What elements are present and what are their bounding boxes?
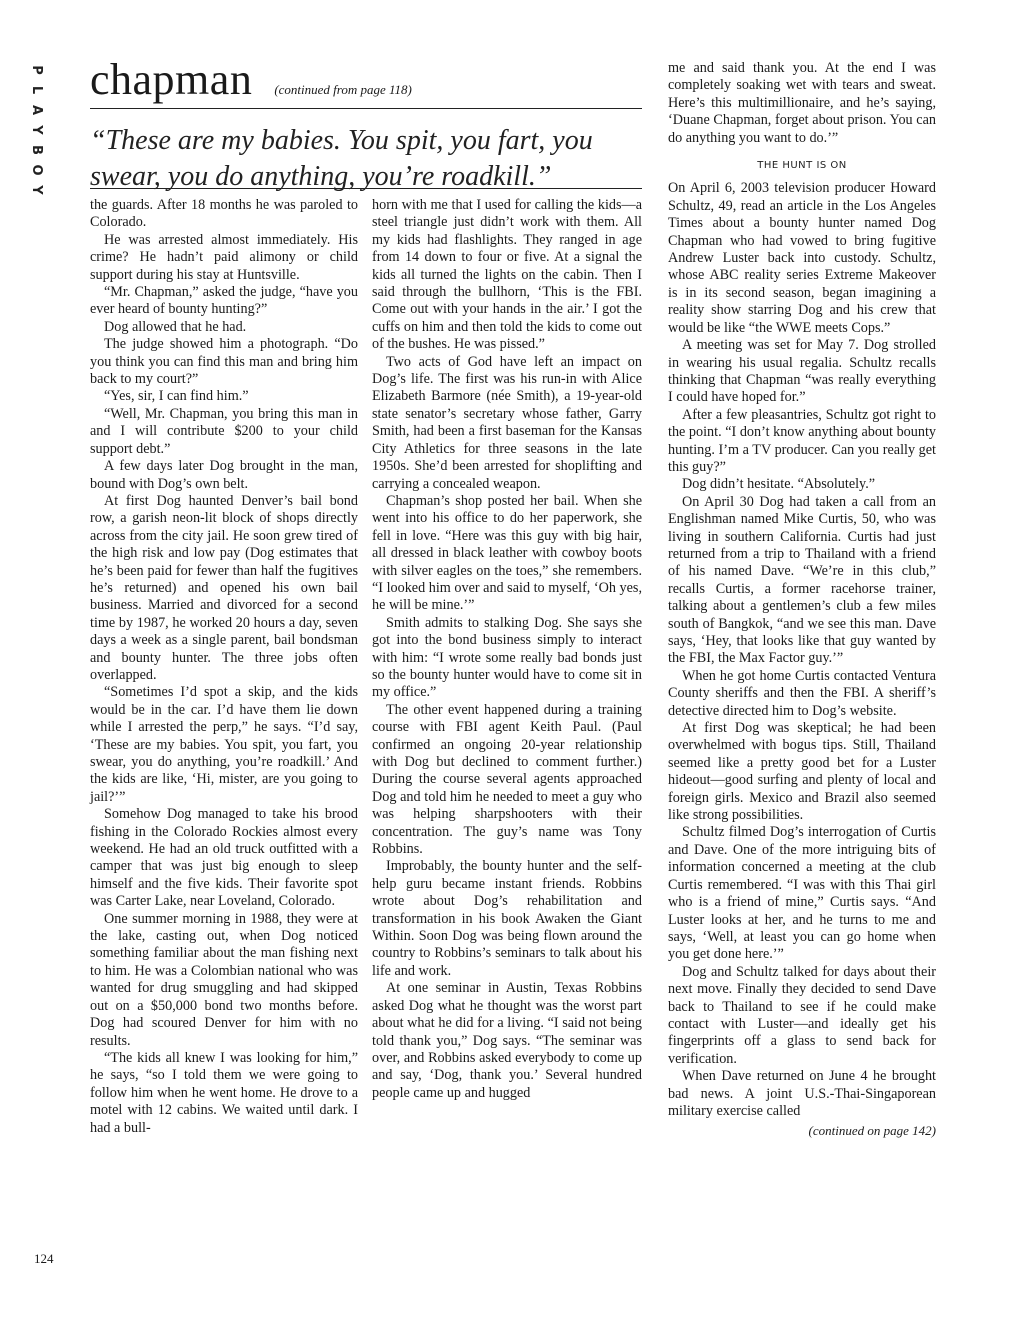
mag-letter: P	[29, 65, 44, 75]
paragraph: When Dave returned on June 4 he brought bad news. A joint U.S.-Thai-Singaporean military exercise called	[668, 1068, 936, 1119]
mag-letter: L	[29, 85, 44, 95]
paragraph: me and said thank you. At the end I was completely soaking wet with tears and sweat. Here’s this multimillionaire, and he’s saying, ‘Duane Chapman, forget about prison. You can do anything you want to do.’”	[668, 60, 936, 146]
column-1	[90, 197, 358, 1137]
mag-letter: B	[29, 145, 44, 155]
page-number: 124	[34, 1251, 54, 1266]
mag-letter: Y	[29, 185, 44, 195]
paragraph: The other event happened during a training course with FBI agent Keith Paul. (Paul confirmed an ongoing 20-year relationship with Dog but declined to comment further.) During the course several agents approached Dog and told him he needed to meet a guy who was helping sharpshooters with their concentration. The guy’s name was Tony Robbins.	[372, 701, 642, 858]
paragraph: Smith admits to stalking Dog. She says she got into the bond business simply to interact with him: “I wrote some really bad bonds just so the bounty hunter would have to come sit in my office.”	[372, 614, 642, 701]
column-2	[372, 197, 642, 1102]
subhead: THE HUNT IS ON	[757, 160, 847, 172]
paragraph: A few days later Dog brought in the man, bound with Dog’s own belt.	[90, 458, 358, 492]
paragraph: Somehow Dog managed to take his brood fishing in the Colorado Rockies almost every weekend. He had an old truck outfitted with a camper that was just big enough to sleep himself and the five kids. Their favorite spot was Carter Lake, near Loveland, Colorado.	[90, 806, 358, 910]
paragraph: After a few pleasantries, Schultz got right to the point. “I don’t know anything about bounty hunting. I’m a TV producer. Can you really get this guy?”	[668, 406, 936, 475]
mag-letter: Y	[29, 125, 44, 135]
paragraph: Dog didn’t hesitate. “Absolutely.”	[682, 476, 876, 493]
magazine-name-vertical	[26, 60, 46, 200]
paragraph: horn with me that I used for calling the kids—a steel triangle just didn’t work with them. All my kids had flashlights. They ranged in age from 14 down to four or five. At a signal the kids all turned the lights on the cabin. Then I said through the bullhorn, ‘This is the FBI. Come out with your hands in the air.’ I got the cuffs on him and then told the kids to come out of the bushes. He was pissed.”	[372, 197, 642, 353]
paragraph: “Well, Mr. Chapman, you bring this man in and I will contribute $200 to your child support debt.”	[90, 405, 358, 457]
paragraph: On April 6, 2003 television producer Howard Schultz, 49, read an article in the Los Angeles Times about a bounty hunter named Dog Chapman who had vowed to bring fugitive Andrew Luster back into custody. Schultz, whose ABC reality series Extreme Makeover is in its second season, began imagining a reality show starring Dog and his crew that would be like “the WWE meets Cops.”	[668, 180, 936, 336]
mag-letter: A	[29, 104, 44, 116]
paragraph: At first Dog haunted Denver’s bail bond row, a garish neon-lit block of shops directly across from the city jail. He soon grew tired of the high risk and low pay (Dog estimates that he’s been paid for fewer than half the fugitives he’s returned) and opened his own bail business. Married and divorced for a second time by 1987, he worked 20 hours a day, seven days a week as a single parent, bail bondsman and bounty hunter. The three jobs often overlapped.	[90, 492, 358, 683]
paragraph: When he got home Curtis contacted Ventura County sheriffs and then the FBI. A sheriff’s detective directed him to Dog’s website.	[668, 667, 936, 719]
continued-on: (continued on page 142)	[808, 1123, 936, 1139]
paragraph: At first Dog was skeptical; he had been overwhelmed with bogus tips. Still, Thailand seemed like a pretty good bet for a Luster hideout—good surfing and plenty of local and foreign girls. Mexico and Brazil also seemed like strong possibilities.	[668, 720, 936, 824]
paragraph: Two acts of God have left an impact on Dog’s life. The first was his run-in with Alice Elizabeth Barmore (née Smith), a 19-year-old state senator’s secretary whose father, Garry Smith, had been a first baseman for the Kansas City Athletics for three seasons in the late 1950s. She’d been arrested for shoplifting and carrying a concealed weapon.	[372, 353, 642, 492]
column-3	[668, 60, 936, 1140]
paragraph: “Yes, sir, I can find him.”	[104, 388, 249, 405]
mag-letter: O	[29, 164, 44, 176]
paragraph: “Mr. Chapman,” asked the judge, “have you ever heard of bounty hunting?”	[90, 284, 358, 318]
pull-quote: “These are my babies. You spit, you fart, you swear, you do anything, you’re roadkill.”	[90, 125, 593, 192]
paragraph: Schultz filmed Dog’s interrogation of Curtis and Dave. One of the more intriguing bits of information concerned a meeting at the club Curtis remembered. “I was with this Thai girl who is a friend of mine,” Curtis says. “And Luster looks at her, and he turns to me and says, ‘Well, at least you can go home when you get done here.’”	[668, 824, 936, 963]
paragraph: The judge showed him a photograph. “Do you think you can find this man and bring him back to my court?”	[90, 336, 358, 388]
section-title: chapman	[90, 55, 253, 104]
paragraph: Chapman’s shop posted her bail. When she went into his office to do her paperwork, she fell in love. “Here was this guy with big hair, all dressed in black leather with cowboy boots with silver eagles on the toes,” she remembers. “I looked him over and said to myself, ‘Oh yes, he will be mine.’”	[372, 492, 642, 614]
article-header	[90, 55, 642, 195]
paragraph: One summer morning in 1988, they were at the lake, casting out, when Dog noticed something familiar about the man fishing next to him. He was a Colombian national who was wanted for drug smuggling and had skipped out on a $50,000 bond two months before. Dog had scoured Denver for him with no results.	[90, 910, 358, 1049]
paragraph: the guards. After 18 months he was paroled to Colorado.	[90, 197, 358, 231]
continued-from: (continued from page 118)	[274, 82, 412, 97]
paragraph: Dog allowed that he had.	[104, 318, 247, 335]
paragraph: He was arrested almost immediately. His crime? He hadn’t paid alimony or child support during his stay at Huntsville.	[90, 231, 358, 283]
paragraph: “Sometimes I’d spot a skip, and the kids would be in the car. I’d have them lie down while I arrested the perp,” he says. “I’d say, ‘These are my babies. You spit, you fart, you swear, you do anything, you’re roadkill.’ And the kids are like, ‘Hi, mister, are you going to jail?’”	[90, 684, 358, 805]
paragraph: Dog and Schultz talked for days about their next move. Finally they decided to send Dave back to Thailand to see if he could make contact with Luster—and ideally get his fingerprints off a glass to send back for verification.	[668, 963, 936, 1067]
paragraph: A meeting was set for May 7. Dog strolled in wearing his usual regalia. Schultz recalls thinking that Chapman “was really everything I could have hoped for.”	[668, 337, 936, 406]
paragraph: At one seminar in Austin, Texas Robbins asked Dog what he thought was the worst part about what he did for a living. “I said not being told thank you,” Dog says. “The seminar was over, and Robbins asked everybody to come up and say, ‘Dog, thank you.’ Several hundred people came up and hugged	[372, 980, 642, 1101]
paragraph: Improbably, the bounty hunter and the self-help guru became instant friends. Robbins wrote about Dog’s rehabilitation and transformation in his book Awaken the Giant Within. Soon Dog was being flown around the country to Robbins’s seminars to talk about his life and work.	[372, 858, 642, 979]
header-rule	[90, 188, 642, 189]
title-row	[90, 55, 642, 109]
paragraph: On April 30 Dog had taken a call from an Englishman named Mike Curtis, 50, who was living in southern California. Curtis had just returned from a trip to Thailand with a friend of his named Dave. “We’re in this club,” recalls Curtis, a former racehorse trainer, talking about a gentlemen’s club a few miles south of Bangkok, “and we see this man. Dave says, ‘Hey, that looks like that guy wanted by the FBI, the Max Factor guy.’”	[668, 493, 936, 667]
paragraph: “The kids all knew I was looking for him,” he says, “so I told them we were going to follow him when he went home. He drove to a motel with 12 cabins. We waited until dark. I had a bull-	[90, 1049, 358, 1136]
